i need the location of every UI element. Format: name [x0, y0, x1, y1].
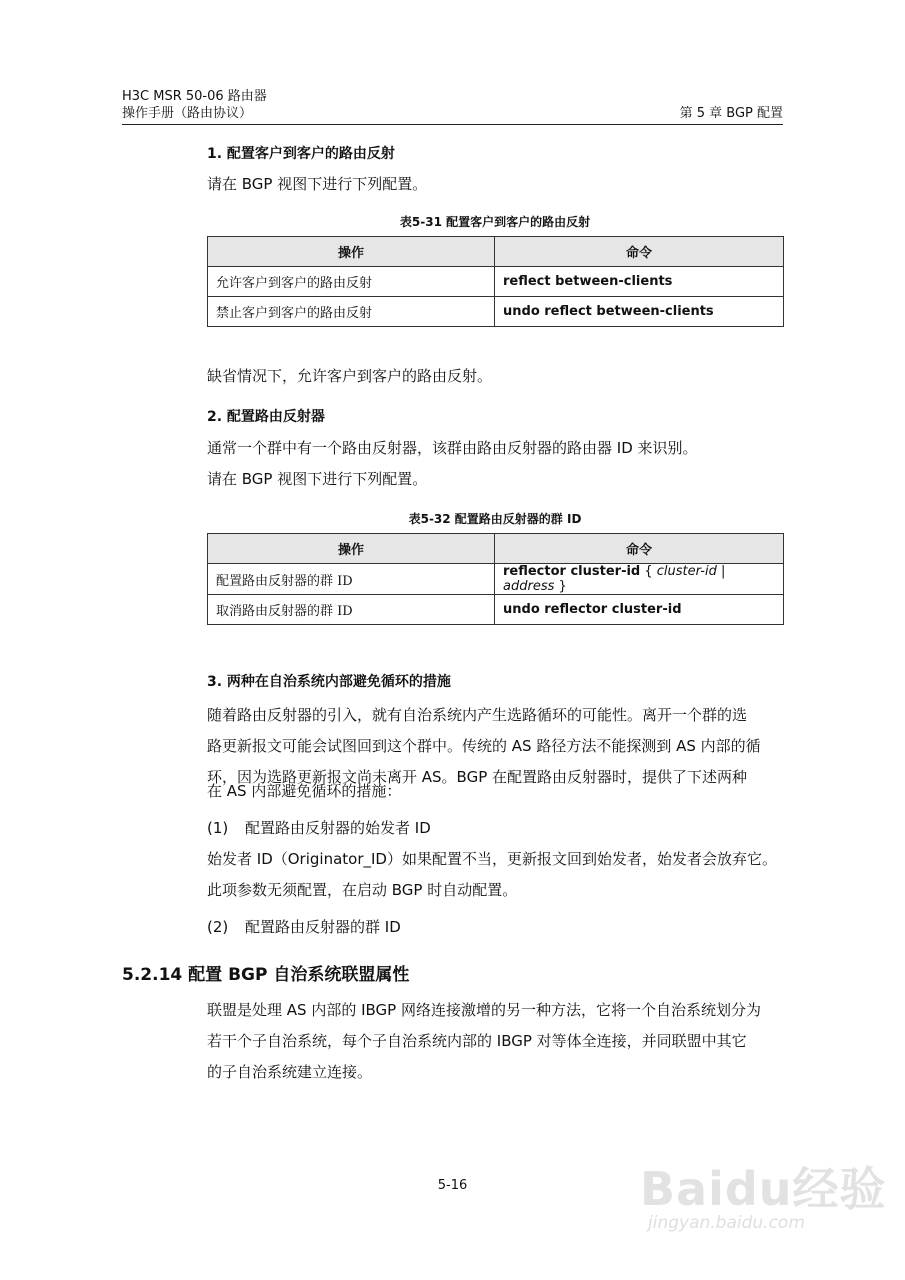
item-1-paragraph-1: 始发者 ID（Originator_ID）如果配置不当，更新报文回到始发者，始发者会放弃它。	[207, 850, 777, 868]
header-chapter: 第 5 章 BGP 配置	[679, 106, 783, 121]
column-header-operation: 操作	[208, 534, 495, 564]
section-3-line-3: 环，因为选路更新报文尚未离开 AS。BGP 在配置路由反射器时，提供了下述两种	[207, 768, 748, 786]
list-item-1-number: (1)	[207, 819, 229, 837]
operation-cell: 允许客户到客户的路由反射	[208, 267, 495, 297]
section-1-intro: 请在 BGP 视图下进行下列配置。	[207, 175, 428, 193]
section-2-paragraph-2: 请在 BGP 视图下进行下列配置。	[207, 470, 428, 488]
column-header-command: 命令	[495, 237, 784, 267]
table-header-row	[208, 237, 784, 267]
section-1-heading: 1. 配置客户到客户的路由反射	[207, 146, 395, 162]
operation-cell: 取消路由反射器的群 ID	[208, 595, 495, 625]
section-3-line-4-text: 在 AS 内部避免循环的措施：	[207, 782, 402, 800]
baidu-watermark-logo: Baidu经验	[640, 1162, 887, 1216]
page-number: 5-16	[437, 1178, 468, 1193]
section-5-2-14-line-2: 若干个子自治系统，每个子自治系统内部的 IBGP 对等体全连接，并同联盟中其它	[207, 1032, 747, 1050]
column-header-command: 命令	[495, 534, 784, 564]
header-product: H3C MSR 50-06 路由器	[122, 89, 267, 104]
command-cell: undo reflect between-clients	[495, 297, 784, 327]
list-item-1-text: 配置路由反射器的始发者 ID	[245, 819, 431, 837]
brace-open: {	[640, 564, 657, 579]
section-2-paragraph-1: 通常一个群中有一个路由反射器，该群由路由反射器的路由器 ID 来识别。	[207, 439, 698, 457]
table-row	[208, 267, 784, 297]
brace-close: }	[554, 579, 567, 594]
section-1-note: 缺省情况下，允许客户到客户的路由反射。	[207, 367, 493, 385]
section-5-2-14-line-3: 的子自治系统建立连接。	[207, 1063, 373, 1081]
operation-cell: 禁止客户到客户的路由反射	[208, 297, 495, 327]
arg-separator: |	[716, 564, 726, 579]
operation-cell: 配置路由反射器的群 ID	[208, 564, 495, 595]
section-2-heading: 2. 配置路由反射器	[207, 409, 325, 425]
command-cell: undo reflector cluster-id	[495, 595, 784, 625]
table-header-row	[208, 534, 784, 564]
table-5-31	[207, 236, 784, 327]
list-item-1	[207, 813, 431, 844]
arg-cluster-id: cluster-id	[656, 564, 717, 579]
table-5-32	[207, 533, 784, 625]
table-row	[208, 564, 784, 595]
column-header-operation: 操作	[208, 237, 495, 267]
item-1-paragraph-2: 此项参数无须配置，在启动 BGP 时自动配置。	[207, 881, 518, 899]
section-3-line-1: 随着路由反射器的引入，就有自治系统内产生选路循环的可能性。离开一个群的选	[207, 706, 748, 724]
baidu-watermark-url: jingyan.baidu.com	[648, 1213, 805, 1233]
table-row	[208, 595, 784, 625]
header-rule	[122, 124, 783, 125]
list-item-2-number: (2)	[207, 918, 229, 936]
header-manual: 操作手册（路由协议）	[122, 106, 253, 121]
list-item-2	[207, 912, 401, 943]
command-cell	[495, 564, 784, 595]
section-5-2-14-title: 5.2.14 配置 BGP 自治系统联盟属性	[122, 965, 410, 985]
section-3-heading: 3. 两种在自治系统内部避免循环的措施	[207, 674, 451, 690]
table-5-31-caption: 表5-31 配置客户到客户的路由反射	[399, 215, 591, 229]
command-cell: reflect between-clients	[495, 267, 784, 297]
table-5-32-caption: 表5-32 配置路由反射器的群 ID	[408, 512, 582, 526]
arg-address: address	[503, 579, 555, 594]
table-row	[208, 297, 784, 327]
section-3-line-2: 路更新报文可能会试图回到这个群中。传统的 AS 路径方法不能探测到 AS 内部的循	[207, 737, 761, 755]
section-5-2-14-line-1: 联盟是处理 AS 内部的 IBGP 网络连接激增的另一种方法，它将一个自治系统划分为	[207, 1001, 761, 1019]
command-keyword: reflector cluster-id	[503, 564, 641, 579]
list-item-2-text: 配置路由反射器的群 ID	[245, 918, 401, 936]
